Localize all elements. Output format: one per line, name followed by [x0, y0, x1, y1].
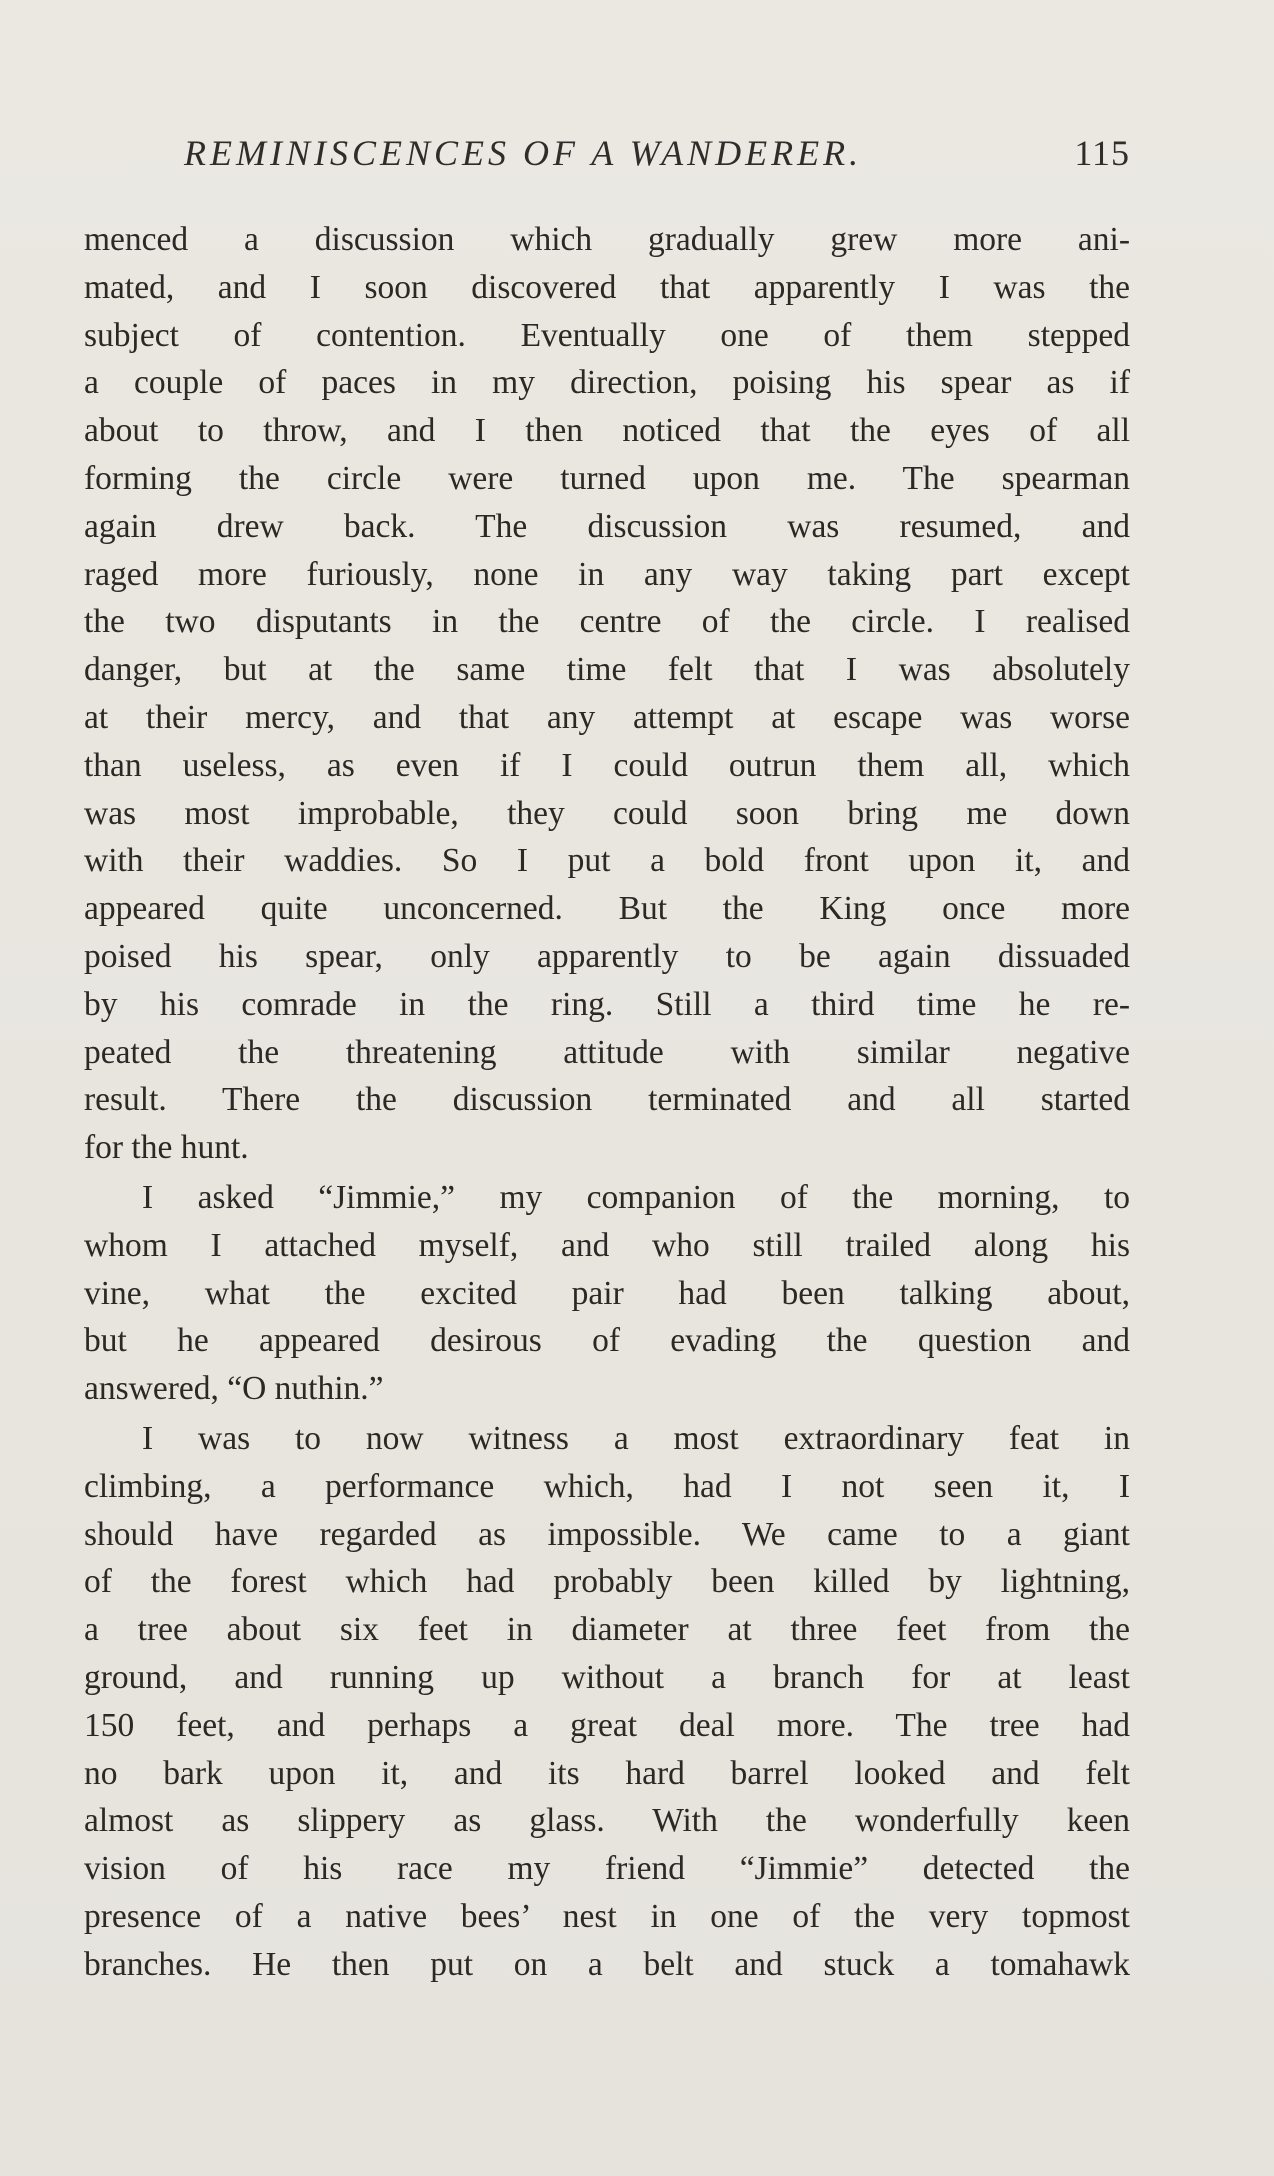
text-line: whom I attached myself, and who still trailed along his — [84, 1226, 1130, 1264]
text-line: I asked “Jimmie,” my companion of the morning, to — [142, 1178, 1130, 1216]
paragraph-1 — [84, 216, 1130, 1172]
text-line: forming the circle were turned upon me. The spearman — [84, 459, 1130, 497]
text-line: branches. He then put on a belt and stuck a tomahawk — [84, 1945, 1130, 1983]
text-line: the two disputants in the centre of the circle. I realised — [84, 603, 1130, 641]
text-line: result. There the discussion terminated and all started — [84, 1081, 1130, 1119]
text-line: of the forest which had probably been killed by lightning, — [84, 1563, 1130, 1601]
text-line: a couple of paces in my direction, poising his spear as if — [84, 364, 1130, 402]
text-line: a tree about six feet in diameter at three feet from the — [84, 1611, 1130, 1649]
text-line: appeared quite unconcerned. But the King once more — [84, 890, 1130, 928]
text-line: was most improbable, they could soon bring me down — [84, 794, 1130, 832]
text-line: than useless, as even if I could outrun them all, which — [84, 746, 1130, 784]
text-line: peated the threatening attitude with similar negative — [84, 1033, 1130, 1071]
text-line: but he appeared desirous of evading the question and — [84, 1322, 1130, 1360]
text-line: I was to now witness a most extraordinary feat in — [142, 1419, 1130, 1457]
text-line: 150 feet, and perhaps a great deal more. The tree had — [84, 1706, 1130, 1744]
text-line: poised his spear, only apparently to be again dissuaded — [84, 937, 1130, 975]
text-line: about to throw, and I then noticed that the eyes of all — [84, 412, 1130, 450]
text-line: subject of contention. Eventually one of them stepped — [84, 316, 1130, 354]
text-line: by his comrade in the ring. Still a third time he re- — [84, 985, 1130, 1023]
text-line: mated, and I soon discovered that apparently I was the — [84, 268, 1130, 306]
text-line: for the hunt. — [84, 1129, 249, 1167]
text-line: vision of his race my friend “Jimmie” detected the — [84, 1850, 1130, 1888]
text-line: climbing, a performance which, had I not seen it, I — [84, 1467, 1130, 1505]
text-line: ground, and running up without a branch for at least — [84, 1658, 1130, 1696]
text-line: raged more furiously, none in any way taking part except — [84, 555, 1130, 593]
text-line: answered, “O nuthin.” — [84, 1370, 384, 1408]
text-line: almost as slippery as glass. With the wonderfully keen — [84, 1802, 1130, 1840]
text-line: at their mercy, and that any attempt at escape was worse — [84, 698, 1130, 736]
body-text — [84, 216, 1130, 1988]
text-line: danger, but at the same time felt that I was absolutely — [84, 651, 1130, 689]
running-head — [84, 132, 1130, 182]
text-line: presence of a native bees’ nest in one of the very topmost — [84, 1897, 1130, 1935]
running-title: REMINISCENCES OF A WANDERER. — [184, 133, 863, 173]
page-number: 115 — [1074, 133, 1130, 173]
text-line: again drew back. The discussion was resumed, and — [84, 507, 1130, 545]
text-line: vine, what the excited pair had been talking about, — [84, 1274, 1130, 1312]
paragraph-2 — [84, 1174, 1130, 1413]
text-line: should have regarded as impossible. We came to a giant — [84, 1515, 1130, 1553]
text-line: menced a discussion which gradually grew more ani- — [84, 221, 1130, 258]
paragraph-3 — [84, 1415, 1130, 1989]
text-line: with their waddies. So I put a bold front upon it, and — [84, 842, 1130, 880]
text-line: no bark upon it, and its hard barrel looked and felt — [84, 1754, 1130, 1792]
